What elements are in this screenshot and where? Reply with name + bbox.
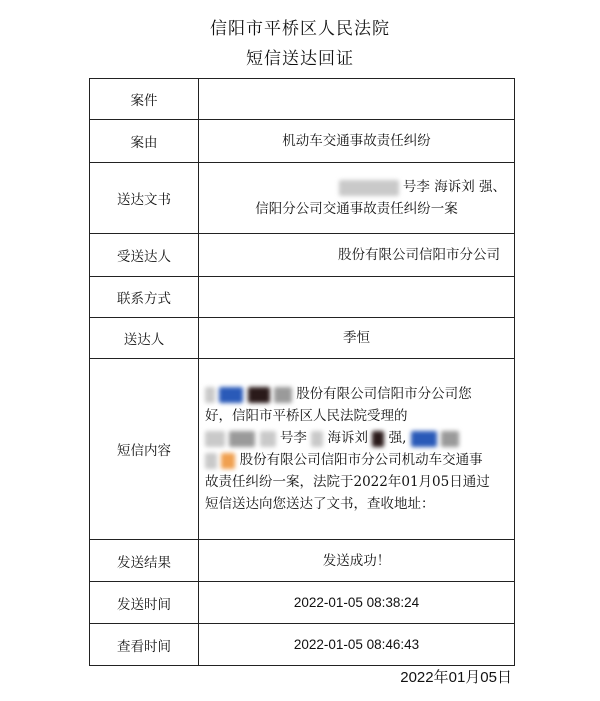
- document-label: 送达文书: [90, 163, 199, 234]
- document-line1: 号李 海诉刘 强、: [402, 179, 506, 195]
- redaction: [411, 431, 437, 447]
- redaction: [205, 431, 225, 447]
- sms-line3b: 海诉刘: [327, 430, 368, 446]
- redaction: [274, 387, 292, 403]
- row-contact: [90, 277, 515, 318]
- send-time-label: 发送时间: [90, 582, 199, 624]
- sms-line1: 股份有限公司信阳市分公司您: [296, 386, 472, 402]
- view-time-value: 2022-01-05 08:46:43: [199, 624, 515, 666]
- redaction: [372, 431, 384, 447]
- document-value: [199, 163, 515, 234]
- sms-line3a: 号李: [279, 430, 307, 446]
- row-result: [90, 540, 515, 582]
- sms-line3c: 强,: [388, 430, 407, 446]
- row-view-time: [90, 624, 515, 666]
- sms-line5: 故责任纠纷一案，法院于2022年01月05日通过: [205, 474, 490, 490]
- row-case: [90, 79, 515, 120]
- redaction: [219, 387, 243, 403]
- contact-value: [199, 277, 515, 318]
- document-line2: 信阳分公司交通事故责任纠纷一案: [255, 201, 458, 217]
- sms-line4: 股份有限公司信阳市分公司机动车交通事: [239, 452, 483, 468]
- redaction: [260, 431, 276, 447]
- redaction: [229, 431, 255, 447]
- redaction: [339, 180, 399, 196]
- redaction: [221, 453, 235, 469]
- sms-line6: 短信送达向您送达了文书，查收地址：: [205, 496, 435, 512]
- footer-date: 2022年01月05日: [400, 669, 512, 686]
- result-value: 发送成功！: [199, 540, 515, 582]
- redaction: [441, 431, 459, 447]
- result-label: 发送结果: [90, 540, 199, 582]
- document-title: 短信送达回证: [246, 49, 354, 69]
- court-name: 信阳市平桥区人民法院: [210, 19, 390, 39]
- row-cause: [90, 120, 515, 163]
- row-document: [90, 163, 515, 234]
- row-server: [90, 318, 515, 359]
- redaction: [311, 431, 323, 447]
- server-value: 季恒: [199, 318, 515, 359]
- row-sms: [90, 359, 515, 540]
- sms-content: [199, 359, 515, 540]
- redaction: [205, 387, 215, 403]
- case-label: 案件: [90, 79, 199, 120]
- case-value: [199, 79, 515, 120]
- receipt-table: [89, 78, 515, 666]
- server-label: 送达人: [90, 318, 199, 359]
- view-time-label: 查看时间: [90, 624, 199, 666]
- row-recipient: [90, 234, 515, 277]
- recipient-label: 受送达人: [90, 234, 199, 277]
- redaction: [248, 387, 270, 403]
- recipient-value: 股份有限公司信阳市分公司: [199, 234, 515, 277]
- row-send-time: [90, 582, 515, 624]
- redaction: [205, 453, 217, 469]
- cause-value: 机动车交通事故责任纠纷: [199, 120, 515, 163]
- cause-label: 案由: [90, 120, 199, 163]
- sms-label: 短信内容: [90, 359, 199, 540]
- send-time-value: 2022-01-05 08:38:24: [199, 582, 515, 624]
- contact-label: 联系方式: [90, 277, 199, 318]
- sms-line2: 好，信阳市平桥区人民法院受理的: [205, 408, 408, 424]
